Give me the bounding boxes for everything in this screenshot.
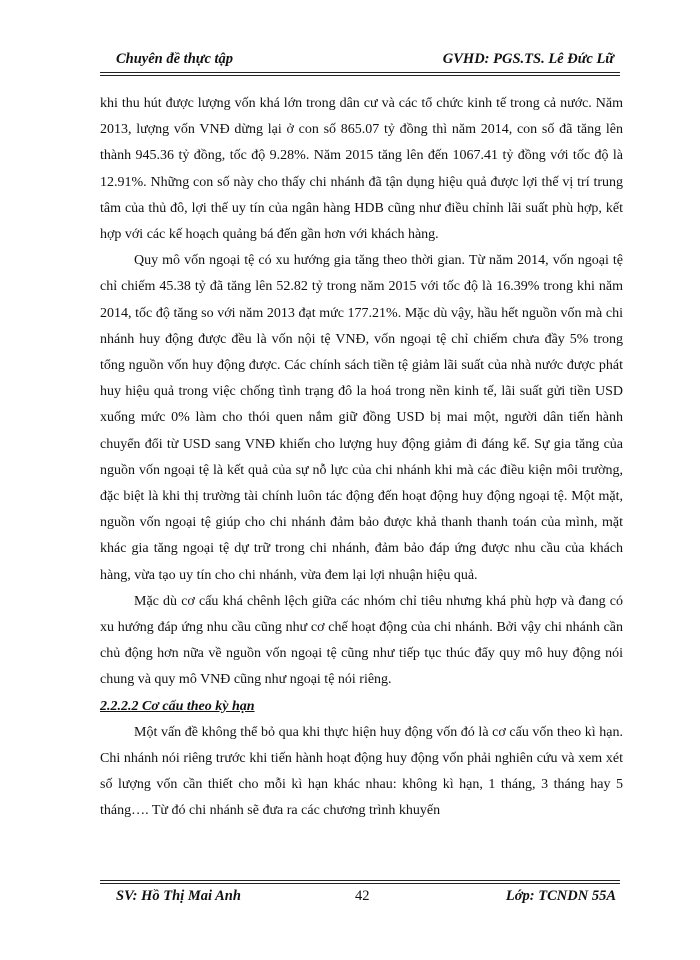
page-body xyxy=(100,91,623,824)
page-footer xyxy=(100,888,620,910)
footer-rule-top xyxy=(100,880,620,881)
footer-rule-bottom xyxy=(100,883,620,884)
footer-student-name: SV: Hồ Thị Mai Anh xyxy=(116,888,241,904)
page-header xyxy=(100,48,620,72)
paragraph-4: Một vấn đề không thể bỏ qua khi thực hiện huy động vốn đó là cơ cấu vốn theo kì hạn. Chi nhánh nói riêng trước khi tiến hành hoạt động huy động vốn phải nghiên cứu và xem xét số lượng vốn cần thiết cho mỗi kì hạn khác nhau: không kì hạn, 1 tháng, 3 tháng hay 5 tháng…. Từ đó chi nhánh sẽ đưa ra các chương trình khuyến xyxy=(100,724,623,819)
header-rule-bottom xyxy=(100,75,620,76)
header-rule-top xyxy=(100,72,620,73)
paragraph-3: Mặc dù cơ cấu khá chênh lệch giữa các nhóm chỉ tiêu nhưng khá phù hợp và đang có xu hướng đáp ứng nhu cầu cũng như cơ chế hoạt động của chi nhánh. Bởi vậy chi nhánh cần chủ động hơn nữa về nguồn vốn ngoại tệ cũng như tiếp tục thúc đẩy quy mô huy động nói chung và quy mô VNĐ cũng như ngoại tệ nói riêng. xyxy=(100,593,623,688)
footer-class: Lớp: TCNDN 55A xyxy=(505,888,616,904)
paragraph-1: khi thu hút được lượng vốn khá lớn trong dân cư và các tổ chức kinh tế trong cả nước. Năm 2013, lượng vốn VNĐ dừng lại ở con số 865.07 tỷ đồng thì năm 2014, con số đã tăng lên thành 945.36 tỷ đồng, tốc độ 9.28%. Năm 2015 tăng lên đến 1067.41 tỷ đồng với tốc độ là 12.91%. Những con số này cho thấy chi nhánh đã tận dụng hiệu quả được lợi thế vị trí trung tâm của thủ đô, lợi thế uy tín của ngân hàng HDB cũng như điều chỉnh lãi suất phù hợp, kết hợp với các kế hoạch quảng bá đến gần hơn với khách hàng. xyxy=(100,96,623,243)
header-document-title: Chuyên đề thực tập xyxy=(116,51,234,67)
section-heading: 2.2.2.2 Cơ cấu theo kỳ hạn xyxy=(100,698,255,714)
paragraph-2: Quy mô vốn ngoại tệ có xu hướng gia tăng theo thời gian. Từ năm 2014, vốn ngoại tệ chỉ chiếm 45.38 tỷ đã tăng lên 52.82 tỷ trong năm 2015 với tốc độ là 16.39% trong khi năm 2014, tốc độ tăng so với năm 2013 đạt mức 177.21%. Mặc dù vậy, hầu hết nguồn vốn mà chi nhánh huy động được đều là vốn nội tệ VNĐ, vốn ngoại tệ chỉ chiếm chưa đầy 5% trong tổng nguồn vốn huy động được. Các chính sách tiền tệ giảm lãi suất của nhà nước được phát huy hiệu quả trong việc chống tình trạng đô la hoá trong nền kinh tế, lãi suất gửi tiền USD xuống mức 0% làm cho thói quen nắm giữ đồng USD bị mai một, người dân tiến hành chuyển đổi từ USD sang VNĐ khiến cho lượng huy động giảm đi đáng kể. Sự gia tăng của nguồn vốn ngoại tệ là kết quả của sự nỗ lực của chi nhánh khi mà các điều kiện môi trường, đặc biệt là khi thị trường tài chính luôn tác động đến hoạt động huy động ngoại tệ. Một mặt, nguồn vốn ngoại tệ giúp cho chi nhánh đảm bảo được khả thanh thanh toán của mình, mặt khác gia tăng ngoại tệ dự trữ trong chi nhánh, đảm bảo đáp ứng được nhu cầu của khách hàng, vừa tạo uy tín cho chi nhánh, vừa đem lại lợi nhuận hiệu quả. xyxy=(100,253,623,583)
page-number: 42 xyxy=(355,888,370,904)
header-supervisor: GVHD: PGS.TS. Lê Đức Lữ xyxy=(442,51,614,67)
